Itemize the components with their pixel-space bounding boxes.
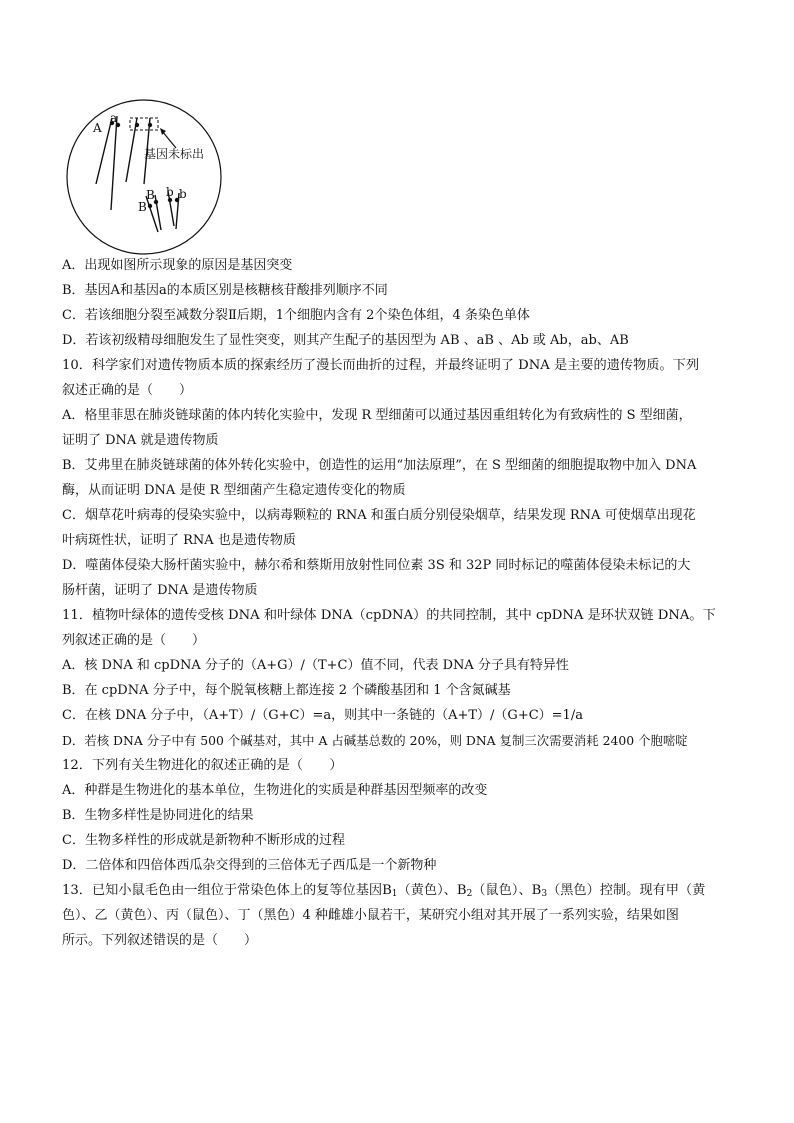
q10-stem-line2: 叙述正确的是（ ） bbox=[62, 383, 193, 398]
q10-option-d-line1: D．噬菌体侵染大肠杆菌实验中，赫尔希和蔡斯用放射性同位素 3S 和 32P 同时标记的噬菌体侵染未标记的大 bbox=[62, 558, 691, 573]
q11-stem-line1: 11．植物叶绿体的遗传受核 DNA 和叶绿体 DNA（cpDNA）的共同控制，其中 cpDNA 是环状双链 DNA。下 bbox=[62, 608, 716, 623]
q10-option-c-line2: 叶病斑性状，证明了 RNA 也是遗传物质 bbox=[62, 533, 296, 548]
q9-option-d: D．若该初级精母细胞发生了显性突变，则其产生配子的基因型为 AB 、aB 、Ab 或 Ab，ab、AB bbox=[62, 333, 629, 348]
gene-label-A: A bbox=[93, 121, 102, 135]
gene-dot bbox=[148, 123, 152, 127]
chromatid bbox=[111, 116, 117, 210]
q13-stem-line2: 色）、乙（黄色）、丙（鼠色）、丁（黑色）4 种雌雄小鼠若干，某研究小组对其开展了一系列实验，结果如图 bbox=[62, 908, 679, 923]
q11-option-d: D．若核 DNA 分子中有 500 个碱基对，其中 A 占碱基总数的 20%，则 DNA 复制三次需要消耗 2400 个胞嘧啶 bbox=[62, 733, 688, 748]
q11-stem-line2: 列叙述正确的是（ ） bbox=[62, 633, 206, 648]
q10-option-c-line1: C．烟草花叶病毒的侵染实验中，以病毒颗粒的 RNA 和蛋白质分别侵染烟草，结果发现 RNA 可使烟草出现花 bbox=[62, 508, 696, 523]
cell-chromosome-figure bbox=[64, 98, 224, 256]
q11-option-b: B．在 cpDNA 分子中，每个脱氧核糖上都连接 2 个磷酸基团和 1 个含氮碱基 bbox=[62, 683, 511, 698]
q13-stem-line1 bbox=[62, 882, 705, 900]
q10-option-a-line1: A．格里菲思在肺炎链球菌的体内转化实验中，发现 R 型细菌可以通过基因重组转化为有致病性的 S 型细菌， bbox=[62, 408, 692, 423]
gene-label-a: a bbox=[110, 111, 118, 125]
q10-option-a-line2: 证明了 DNA 就是遗传物质 bbox=[62, 433, 219, 448]
q9-option-b: B．基因A和基因a的本质区别是核糖核苷酸排列顺序不同 bbox=[62, 283, 388, 298]
q13-text-part1: 13．已知小鼠毛色由一组位于常染色体上的复等位基因B bbox=[62, 883, 392, 898]
q11-option-a: A．核 DNA 和 cpDNA 分子的（A+G）/（T+C）值不同，代表 DNA 分子具有特异性 bbox=[62, 658, 569, 673]
q13-stem-line3: 所示。下列叙述错误的是（ ） bbox=[62, 933, 258, 948]
q13-text-part3: （鼠色）、B bbox=[472, 883, 542, 898]
q10-option-b-line1: B．艾弗里在肺炎链球菌的体外转化实验中，创造性的运用“加法原理”，在 S 型细菌的细胞提取物中加入 DNA bbox=[62, 458, 697, 473]
q13-sub1: 1 bbox=[391, 889, 398, 899]
q13-text-part4: （黑色）控制。现有甲（黄 bbox=[547, 883, 706, 898]
q13-sub2: 2 bbox=[466, 889, 473, 899]
q9-option-a: A．出现如图所示现象的原因是基因突变 bbox=[62, 258, 293, 273]
gene-dot bbox=[148, 204, 152, 208]
gene-dot bbox=[135, 123, 139, 127]
gene-label-b-left: b bbox=[166, 185, 174, 199]
cell-diagram bbox=[64, 98, 224, 256]
gene-label-B-lower: B bbox=[138, 200, 147, 214]
q12-option-a: A．种群是生物进化的基本单位，生物进化的实质是种群基因型频率的改变 bbox=[62, 783, 488, 798]
q12-option-d: D．二倍体和四倍体西瓜杂交得到的三倍体无子西瓜是一个新物种 bbox=[62, 858, 437, 873]
q13-text-part2: （黄色）、B bbox=[397, 883, 467, 898]
q10-stem-line1: 10．科学家们对遗传物质本质的探索经历了漫长而曲折的过程，并最终证明了 DNA 是主要的遗传物质。下列 bbox=[62, 358, 700, 373]
q11-option-c: C．在核 DNA 分子中，（A+T）/（G+C）=a，则其中一条链的（A+T）/（G+C）=1/a bbox=[62, 708, 583, 723]
q9-option-c: C．若该细胞分裂至减数分裂Ⅱ后期，1个细胞内含有 2个染色体组，4 条染色单体 bbox=[62, 308, 530, 323]
chromatid bbox=[126, 118, 137, 182]
q10-option-b-line2: 酶，从而证明 DNA 是使 R 型细菌产生稳定遗传变化的物质 bbox=[62, 483, 406, 498]
q10-option-d-line2: 肠杆菌，证明了 DNA 是遗传物质 bbox=[62, 583, 258, 598]
gene-label-b-right: b bbox=[179, 187, 187, 201]
q12-option-c: C．生物多样性的形成就是新物种不断形成的过程 bbox=[62, 833, 345, 848]
gene-label-B-upper: B bbox=[146, 188, 155, 202]
dashed-box bbox=[130, 118, 158, 130]
callout-text: 基因未标出 bbox=[144, 147, 205, 161]
callout-arrow bbox=[162, 131, 176, 148]
q12-stem: 12．下列有关生物进化的叙述正确的是（ ） bbox=[62, 758, 343, 773]
q13-sub3: 3 bbox=[541, 889, 548, 899]
q12-option-b: B．生物多样性是协同进化的结果 bbox=[62, 808, 254, 823]
